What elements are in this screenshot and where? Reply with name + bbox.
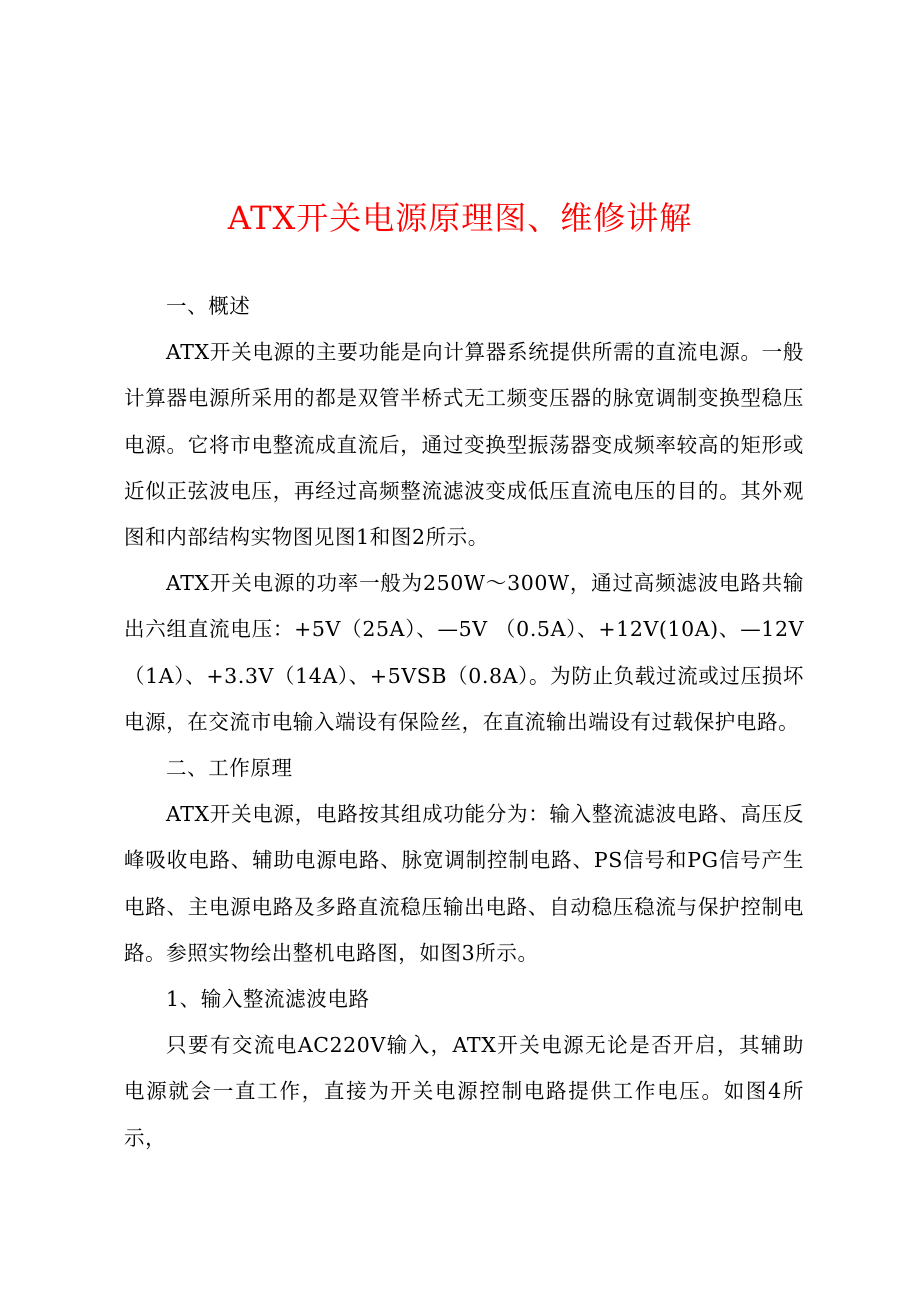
paragraph-overview-2: ATX开关电源的功率一般为250W～300W，通过高频滤波电路共输出六组直流电压：+5V（25A）、—5V （0.5A）、+12V(10A)、—12V（1A）、+3.3V（14A）、+5VSB（0.8A）。为防止负载过流或过压损坏电源，在交流市电输入端设有保险丝，在直流输出端设有过载保护电路。 [124, 571, 804, 734]
subsection-heading-input-filter: 1、输入整流滤波电路 [166, 987, 370, 1012]
paragraph-input-filter-1: 只要有交流电AC220V输入，ATX开关电源无论是否开启，其辅助电源就会一直工作，直接为开关电源控制电路提供工作电压。如图4所示， [124, 1033, 804, 1150]
paragraph-principle-1: ATX开关电源，电路按其组成功能分为：输入整流滤波电路、高压反峰吸收电路、辅助电源电路、脉宽调制控制电路、PS信号和PG信号产生电路、主电源电路及多路直流稳压输出电路、自动稳压稳流与保护控制电路。参照实物绘出整机电路图，如图3所示。 [124, 802, 804, 965]
section-heading-overview: 一、概述 [166, 294, 251, 318]
document-body [124, 283, 804, 1161]
document-title: ATX开关电源原理图、维修讲解 [227, 199, 693, 237]
paragraph-overview-1: ATX开关电源的主要功能是向计算器系统提供所需的直流电源。一般计算器电源所采用的都是双管半桥式无工频变压器的脉宽调制变换型稳压电源。它将市电整流成直流后，通过变换型振荡器变成频率较高的矩形或近似正弦波电压，再经过高频整流滤波变成低压直流电压的目的。其外观图和内部结构实物图见图1和图2所示。 [124, 340, 804, 550]
section-heading-principle: 二、工作原理 [166, 756, 293, 781]
